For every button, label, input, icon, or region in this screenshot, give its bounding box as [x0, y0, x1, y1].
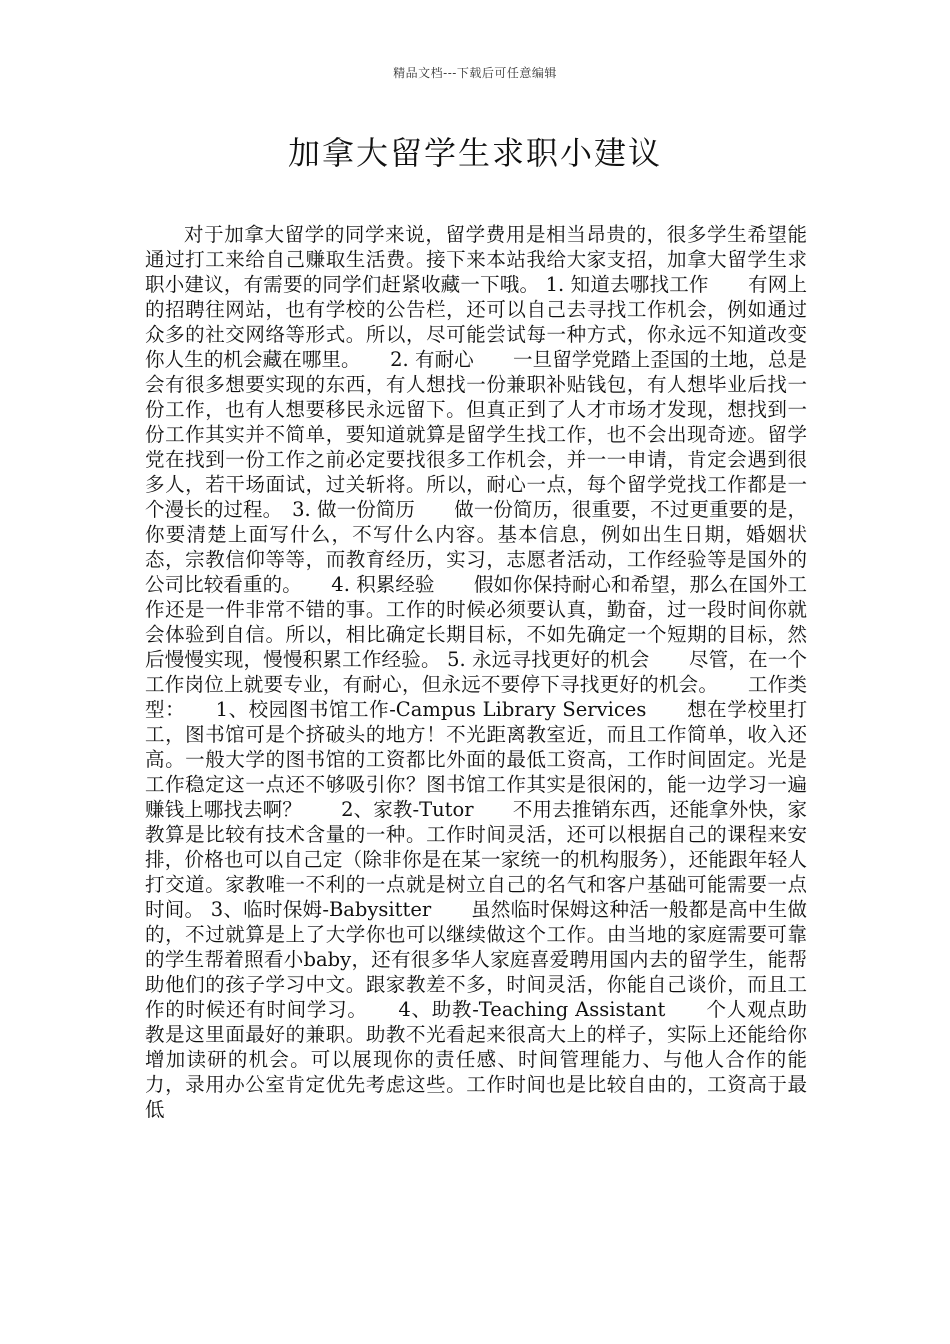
- page-header: 精品文档---下载后可任意编辑: [393, 66, 557, 80]
- document-body: 对于加拿大留学的同学来说，留学费用是相当昂贵的，很多学生希望能通过打工来给自己赚取生活费。接下来本站我给大家支招，加拿大留学生求职小建议，有需要的同学们赶紧收藏一下哦。 1. 知道去哪找工作 有网上的招聘往网站，也有学校的公告栏，还可以自己去寻找工作机会，例如通过众多的社交网络等形式。所以，尽可能尝试每一种方式，你永远不知道改变你人生的机会藏在哪里。 2. 有耐心 一旦留学党踏上歪国的土地，总是会有很多想要实现的东西，有人想找一份兼职补贴钱包，有人想毕业后找一份工作，也有人想要移民永远留下。但真正到了人才市场才发现，想找到一份工作其实并不简单，要知道就算是留学生找工作，也不会出现奇迹。留学党在找到一份工作之前必定要找很多工作机会，并一一申请，肯定会遇到很多人，若干场面试，过关斩将。所以，耐心一点，每个留学党找工作都是一个漫长的过程。 3. 做一份简历 做一份简历，很重要，不过更重要的是，你要清楚上面写什么，不写什么内容。基本信息，例如出生日期，婚姻状态，宗教信仰等等，而教育经历，实习，志愿者活动，工作经验等是国外的公司比较看重的。 4. 积累经验 假如你保持耐心和希望，那么在国外工作还是一件非常不错的事。工作的时候必须要认真，勤奋，过一段时间你就会体验到自信。所以，相比确定长期目标，不如先确定一个短期的目标，然后慢慢实现，慢慢积累工作经验。 5. 永远寻找更好的机会 尽管，在一个工作岗位上就要专业，有耐心，但永远不要停下寻找更好的机会。 工作类型： 1、校园图书馆工作-Campus Library Services 想在学校里打工，图书馆可是个挤破头的地方！不光距离教室近，而且工作简单，收入还高。一般大学的图书馆的工资都比外面的最低工资高，工作时间固定。光是工作稳定这一点还不够吸引你？图书馆工作其实是很闲的，能一边学习一遍赚钱上哪找去啊？ 2、家教-Tutor 不用去推销东西，还能拿外快，家教算是比较有技术含量的一种。工作时间灵活，还可以根据自己的课程来安排，价格也可以自己定（除非你是在某一家统一的机构服务），还能跟年轻人打交道。家教唯一不利的一点就是树立自己的名气和客户基础可能需要一点时间。 3、临时保姆-Babysitter 虽然临时保姆这种活一般都是高中生做的，不过就算是上了大学你也可以继续做这个工作。由当地的家庭需要可靠的学生帮着照看小baby，还有很多华人家庭喜爱聘用国内去的留学生，能帮助他们的孩子学习中文。跟家教差不多，时间灵活，你能自己谈价，而且工作的时候还有时间学习。 4、助教-Teaching Assistant 个人观点助教是这里面最好的兼职。助教不光看起来很高大上的样子，实际上还能给你增加读研的机会。可以展现你的责任感、时间管理能力、与他人合作的能力，录用办公室肯定优先考虑这些。工作时间也是比较自由的，工资高于最低: [145, 223, 807, 1121]
- document-title: 加拿大留学生求职小建议: [287, 134, 662, 172]
